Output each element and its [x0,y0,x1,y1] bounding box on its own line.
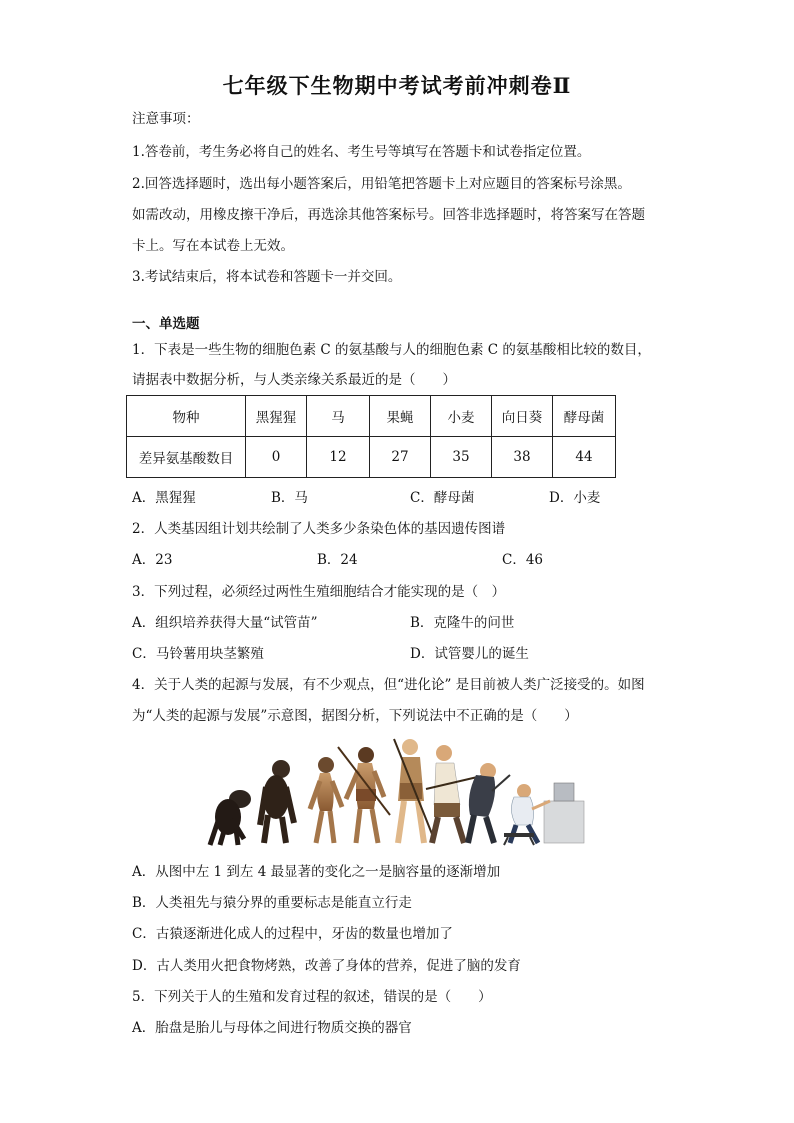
question-4-option-d: D．古人类用火把食物烤熟，改善了身体的营养，促进了脑的发育 [132,958,521,974]
question-1-options [132,486,672,506]
notice-line: 卡上。写在本试卷上无效。 [132,238,294,254]
option-b: B．马 [271,490,308,506]
table-cell: 差异氨基酸数目 [127,437,246,478]
early-human-figure-5 [394,739,434,843]
amino-acid-table [126,395,616,478]
table-cell: 小麦 [431,396,492,437]
option-a: A．黑猩猩 [132,490,196,506]
question-4-option-c: C．古猿逐渐进化成人的过程中，牙齿的数量也增加了 [132,926,453,942]
option-d: D．试管婴儿的诞生 [410,646,529,662]
question-4-stem: 4．关于人类的起源与发展，有不少观点，但“进化论” 是目前被人类广泛接受的。如图 [132,677,645,693]
question-2-stem: 2．人类基因组计划共绘制了人类多少条染色体的基因遗传图谱 [132,521,506,537]
option-c: C．46 [502,552,544,568]
page-title: 七年级下生物期中考试考前冲刺卷Ⅱ [222,73,572,98]
table-row [127,437,616,478]
question-5-option-a: A．胎盘是胎儿与母体之间进行物质交换的器官 [132,1020,412,1036]
option-c: C．酵母菌 [410,490,475,506]
table-cell: 黑猩猩 [246,396,307,437]
option-c: C．马铃薯用块茎繁殖 [132,646,264,662]
question-4-option-b: B．人类祖先与猿分界的重要标志是能直立行走 [132,895,412,911]
option-b: B．克隆牛的问世 [410,615,515,631]
ape-figure-1 [210,790,251,845]
table-cell: 0 [246,437,307,478]
human-evolution-figure [198,735,596,847]
notice-line: 2.回答选择题时，选出每小题答案后，用铅笔把答题卡上对应题目的答案标号涂黑。 [132,176,631,192]
question-1-stem: 1．下表是一些生物的细胞色素 C 的氨基酸与人的细胞色素 C 的氨基酸相比较的数目， [132,342,651,358]
computer-user-figure-8 [504,783,584,845]
option-a: A．组织培养获得大量“试管苗” [132,615,318,631]
notice-line: 1.答卷前，考生务必将自己的姓名、考生号等填写在答题卡和试卷指定位置。 [132,144,591,160]
table-cell: 12 [307,437,370,478]
modern-human-figure-7 [468,763,510,843]
table-cell: 44 [553,437,616,478]
table-cell: 果蝇 [370,396,431,437]
question-1-stem-cont: 请据表中数据分析，与人类亲缘关系最近的是（ ） [132,372,456,388]
table-cell: 35 [431,437,492,478]
table-cell: 物种 [127,396,246,437]
question-5-stem: 5．下列关于人的生殖和发育过程的叙述，错误的是（ ） [132,989,492,1005]
table-row [127,396,616,437]
hominid-figure-3 [310,757,342,843]
table-cell: 向日葵 [492,396,553,437]
hominid-figure-4 [338,747,390,843]
question-3-options-row2 [132,642,672,662]
section-heading: 一、单选题 [132,316,200,332]
ape-figure-2 [260,760,294,843]
question-4-stem-cont: 为“人类的起源与发展”示意图，据图分析，下列说法中不正确的是（ ） [132,708,578,724]
option-a: A．23 [132,552,173,568]
table-cell: 马 [307,396,370,437]
notice-heading: 注意事项： [132,111,200,127]
option-d: D．小麦 [549,490,601,506]
table-cell: 38 [492,437,553,478]
question-2-options [132,548,672,568]
question-4-option-a: A．从图中左 1 到左 4 最显著的变化之一是脑容量的逐渐增加 [132,864,501,880]
notice-line: 如需改动，用橡皮擦干净后，再选涂其他答案标号。回答非选择题时，将答案写在答题 [132,207,645,223]
option-b: B．24 [317,552,358,568]
notice-line: 3.考试结束后，将本试卷和答题卡一并交回。 [132,269,402,285]
table-cell: 27 [370,437,431,478]
question-3-options-row1 [132,611,672,631]
table-cell: 酵母菌 [553,396,616,437]
question-3-stem: 3．下列过程，必须经过两性生殖细胞结合才能实现的是（ ） [132,584,506,600]
